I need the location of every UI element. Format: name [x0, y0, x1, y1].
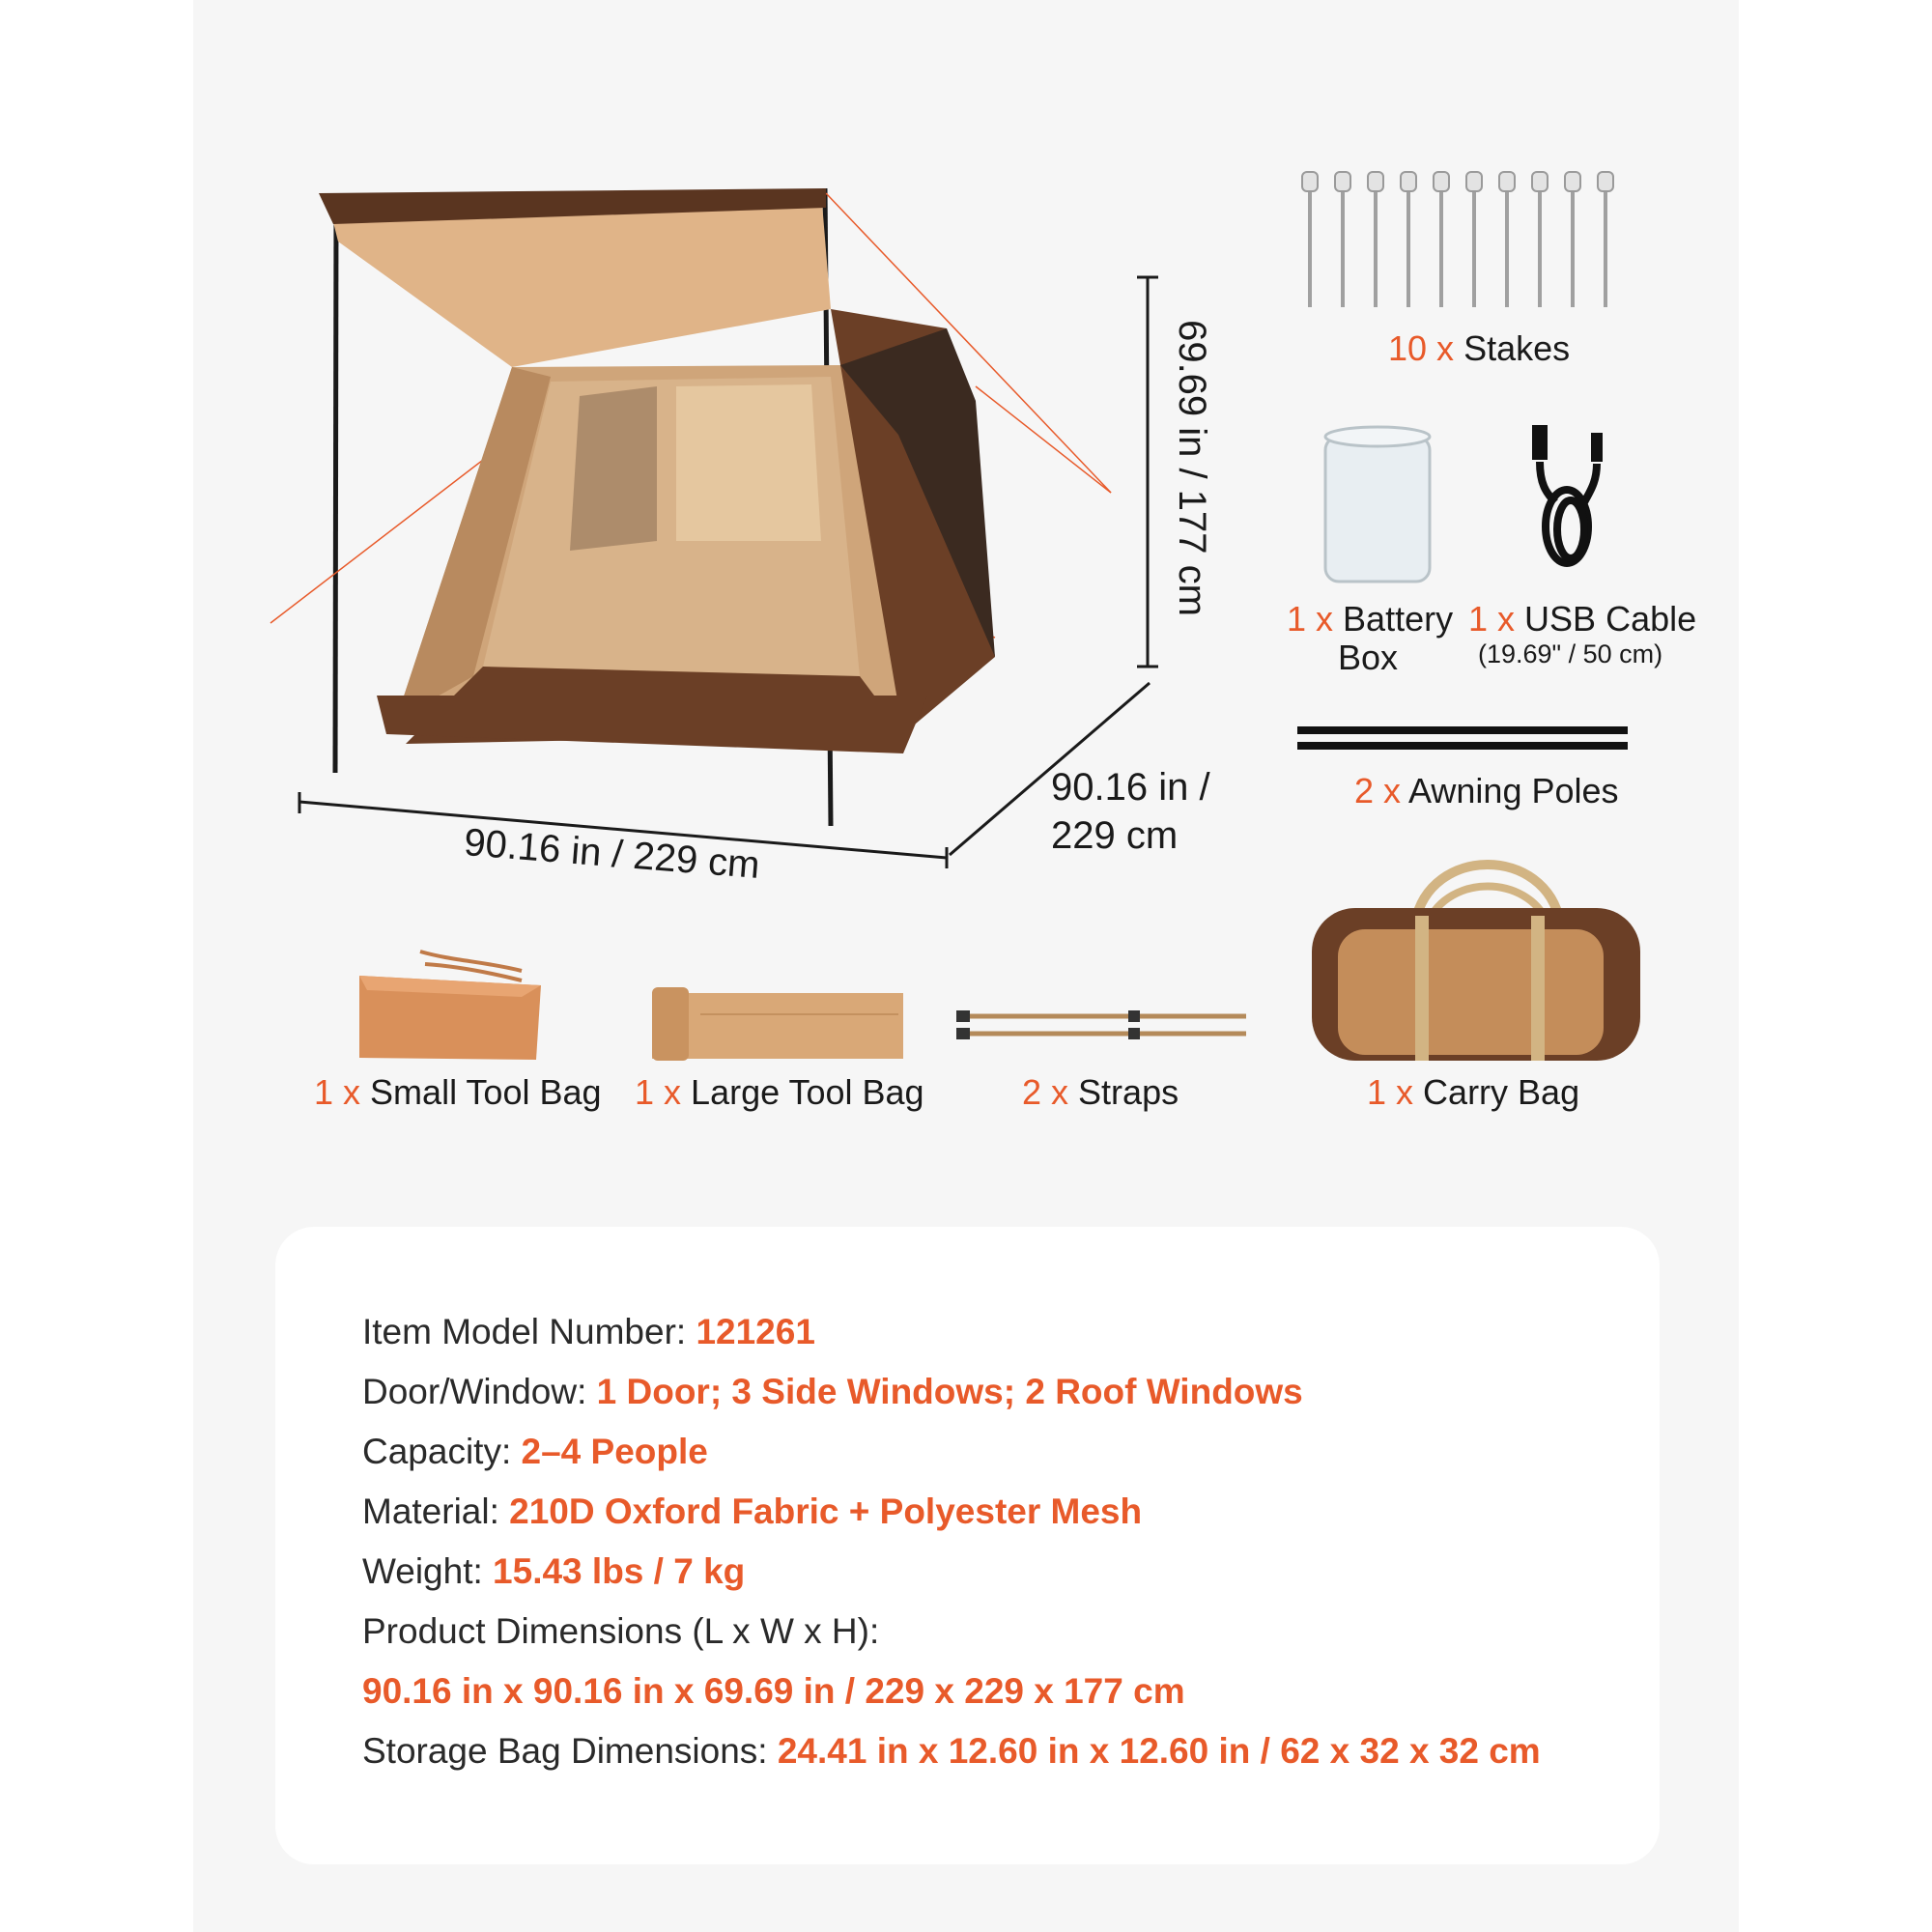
small-tool-bag-image: [359, 952, 541, 1060]
usb-cable-qty: 1 x: [1468, 599, 1516, 639]
large-tool-bag-label: [635, 1072, 924, 1113]
straps-image: [956, 1010, 1246, 1039]
width-dimension-label: 90.16 in / 229 cm: [462, 821, 762, 887]
stake-head: [1335, 172, 1350, 191]
usb-cable-name: USB Cable: [1524, 599, 1697, 639]
spec-weight-label: Weight:: [362, 1551, 494, 1591]
spec-storage-value: 24.41 in x 12.60 in x 12.60 in / 62 x 32 x 32 cm: [777, 1731, 1541, 1771]
stake-head: [1532, 172, 1548, 191]
spec-model-label: Item Model Number:: [362, 1312, 696, 1351]
height-dimension-label: 69.69 in / 177 cm: [1170, 320, 1213, 616]
spec-door-label: Door/Window:: [362, 1372, 597, 1411]
stakes-label: [1388, 328, 1570, 369]
battery-box-label: [1287, 599, 1453, 639]
spec-model-value: 121261: [696, 1312, 815, 1351]
carry-bag-image: [1312, 865, 1640, 1061]
stakes-qty: 10 x: [1388, 328, 1455, 368]
large-tool-bag-image: [652, 987, 903, 1061]
spec-storage-dimensions: [362, 1731, 1541, 1772]
small-tool-bag-qty: 1 x: [314, 1072, 361, 1112]
spec-weight: [362, 1551, 745, 1592]
stake-head: [1434, 172, 1449, 191]
straps-label: [1022, 1072, 1179, 1113]
spec-door-window: [362, 1372, 1303, 1412]
spec-capacity-value: 2–4 People: [521, 1432, 708, 1471]
spec-product-dimensions-value: 90.16 in x 90.16 in x 69.69 in / 229 x 229 x 177 cm: [362, 1671, 1185, 1711]
tent-image: [270, 188, 1111, 826]
awning-poles-qty: 2 x: [1354, 771, 1402, 810]
depth-dimension-label: 90.16 in /: [1051, 766, 1210, 809]
stakes-name: Stakes: [1463, 328, 1571, 368]
battery-box-name: Battery: [1343, 599, 1454, 639]
spec-material-label: Material:: [362, 1492, 510, 1531]
spec-capacity-label: Capacity:: [362, 1432, 522, 1471]
depth-dimension-label-2: 229 cm: [1051, 814, 1179, 857]
awning-poles-image: [1297, 726, 1628, 750]
awning-poles-label: [1354, 771, 1619, 811]
stake-head: [1302, 172, 1318, 191]
stake-head: [1466, 172, 1482, 191]
spec-storage-label: Storage Bag Dimensions:: [362, 1731, 778, 1771]
usb-cable-length-note: (19.69" / 50 cm): [1478, 639, 1663, 668]
spec-material: [362, 1492, 1142, 1532]
stake-head: [1598, 172, 1613, 191]
carry-bag-label: [1367, 1072, 1579, 1113]
stakes-image: [1302, 172, 1613, 307]
large-tool-bag-name: Large Tool Bag: [691, 1072, 924, 1112]
battery-box-qty: 1 x: [1287, 599, 1334, 639]
stake-head: [1401, 172, 1416, 191]
stake-head: [1565, 172, 1580, 191]
carry-bag-qty: 1 x: [1367, 1072, 1414, 1112]
usb-cable-image: [1532, 425, 1603, 563]
straps-name: Straps: [1078, 1072, 1179, 1112]
stake-head: [1499, 172, 1515, 191]
battery-box-label-2: Box: [1338, 638, 1399, 677]
straps-qty: 2 x: [1022, 1072, 1069, 1112]
spec-model-number: [362, 1312, 815, 1352]
spec-capacity: [362, 1432, 708, 1472]
spec-product-dimensions-label: Product Dimensions (L x W x H):: [362, 1611, 880, 1651]
specifications-card: [275, 1227, 1660, 1864]
awning-poles-name: Awning Poles: [1408, 771, 1619, 810]
usb-cable-label: [1468, 599, 1696, 639]
stake-head: [1368, 172, 1383, 191]
spec-weight-value: 15.43 lbs / 7 kg: [493, 1551, 746, 1591]
small-tool-bag-name: Small Tool Bag: [370, 1072, 602, 1112]
large-tool-bag-qty: 1 x: [635, 1072, 682, 1112]
small-tool-bag-label: [314, 1072, 602, 1113]
battery-box-image: [1325, 427, 1430, 582]
spec-door-value: 1 Door; 3 Side Windows; 2 Roof Windows: [596, 1372, 1303, 1411]
spec-material-value: 210D Oxford Fabric + Polyester Mesh: [509, 1492, 1143, 1531]
carry-bag-name: Carry Bag: [1423, 1072, 1580, 1112]
